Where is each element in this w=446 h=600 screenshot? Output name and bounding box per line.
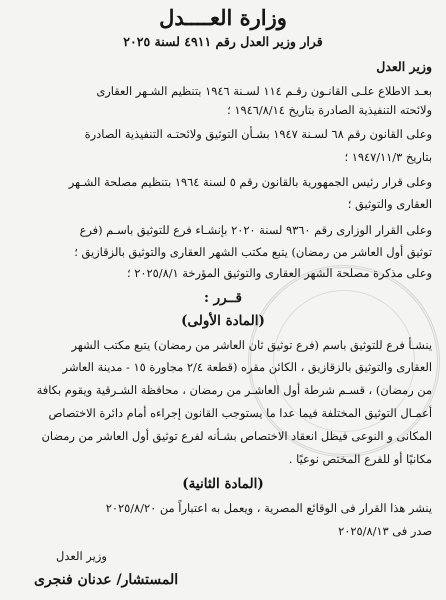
article-2-line: ينشر هذا القرار فى الوقائع المصرية ، ويعمل به اعتباراً من ٢٠٢٥/٨/٢٠ (105, 501, 432, 515)
issue-date: صدر فى ٢٠٢٥/٨/١٣ (338, 524, 432, 538)
signature-name: المستشار/ عدنان فنجرى (34, 572, 179, 588)
preamble-line: وعلى القرار الوزارى رقم ٩٣٦٠ لسنة ٢٠٢٠ بإنشـاء فرع للتوثيق باسـم (فرع (79, 223, 432, 237)
preamble-line: توثيق أول العاشر من رمضان) يتبع مكتب الشهر العقارى والتوثيق بالزقازيق ؛ (74, 245, 432, 259)
preamble-line: وعلى مذكرة مصلحة الشهر العقارى والتوثيق المؤرخة ٢٠٢٥/٨/١ ؛ (127, 266, 432, 280)
preamble-line: وعلى قرار رئيس الجمهورية بالقانون رقم ٥ لسنة ١٩٦٤ بتنظيم مصلحة الشـهر (68, 175, 432, 189)
article-1-line: أعمـال التوثيق المختلفة فيما عدا ما يستوجب القانون إجراءه أمام دائرة الاختصاص (48, 406, 432, 420)
preamble-line: بعـد الاطلاع علـى القانـون رقـم ١١٤ لسـنة ١٩٤٦ بتنظيم الشـهر العقارى (96, 84, 432, 98)
article-1-line: المكانى و النوعى فيظل انعقاد الاختصاص بشـأنه لفرع توثيق أول العاشر من رمضان (41, 429, 432, 443)
preamble-line: العقارى والتوثيق ؛ (347, 197, 432, 211)
article-1-line: من رمضان) ، قسـم شرطة أول العاشـر من رمضان ، محافظة الشـرقية ويقوم بكافة (36, 383, 432, 397)
ministry-title: وزارة العــــدل (159, 5, 287, 30)
article-1-heading: (المادة الأولى) (181, 313, 265, 329)
article-1-line: ينشـأ فرع للتوثيق باسم (فرع توثيق ثان العاشر من رمضان) يتبع مكتب الشهر (71, 338, 432, 352)
signature-role: وزير العدل (56, 549, 107, 563)
article-1-line: العقارى والتوثيق بالزقازيق ، الكائن مقره (قطعة ٢/٤ مجاورة ١٥ - مدينة العاشر (62, 360, 432, 374)
preamble-line: وعلى القانون رقم ٦٨ لسـنة ١٩٤٧ بشـأن التوثيق ولائحتـه التنفيذية الصادرة (84, 127, 432, 141)
addressee: وزير العدل (376, 59, 432, 74)
decree-title: قرار وزير العدل رقم ٤٩١١ لسنة ٢٠٢٥ (123, 34, 323, 49)
preamble-line: ولائحته التنفيذية الصادرة بتاريخ ١٩٤٦/٨/١٤ ؛ (227, 103, 432, 117)
preamble-line: بتاريخ ١٩٤٧/١١/٣ ؛ (344, 150, 432, 164)
article-1-line: مكانيًا أو للفرع المختص نوعيًا . (288, 452, 432, 466)
article-2-heading: (المادة الثانية) (182, 476, 264, 492)
decision-heading: قــرر : (203, 290, 242, 306)
